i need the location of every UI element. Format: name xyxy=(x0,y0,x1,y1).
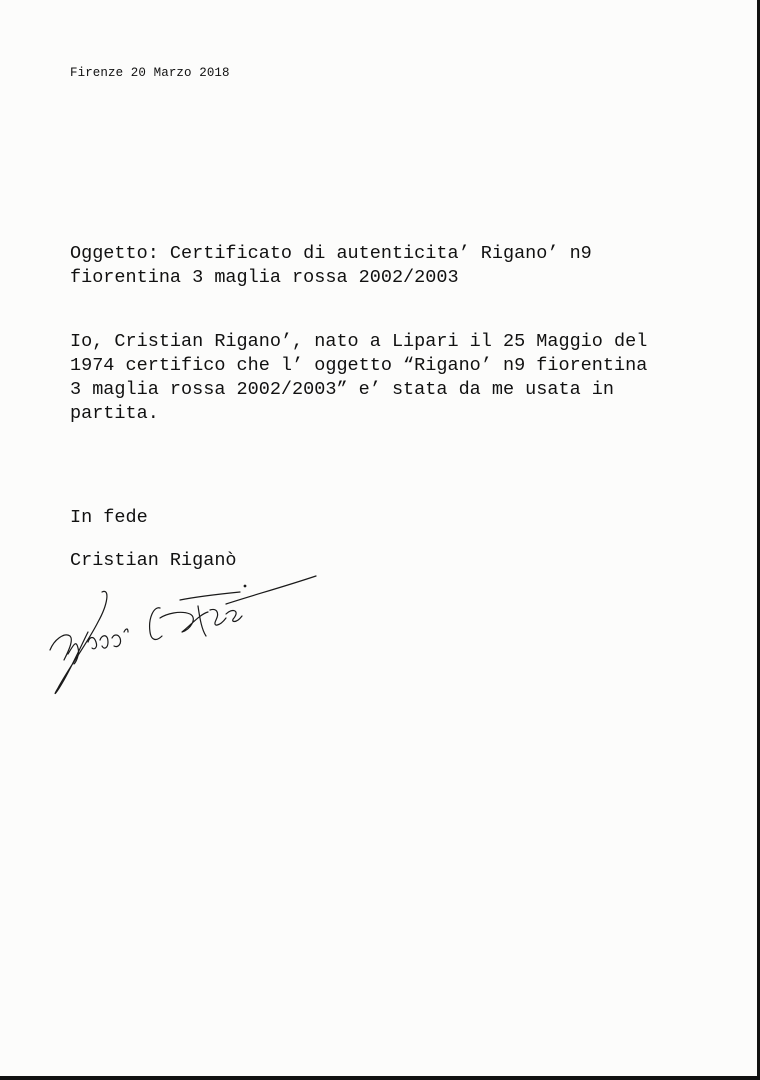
scan-edge-bottom xyxy=(0,1076,760,1080)
signatory-name: Cristian Riganò xyxy=(70,550,237,571)
closing-line: In fede xyxy=(70,507,148,528)
subject-line: Oggetto: Certificato di autenticita’ Rigano’ n9 fiorentina 3 maglia rossa 2002/2003 xyxy=(70,243,592,288)
handwritten-signature xyxy=(30,570,330,710)
date-line: Firenze 20 Marzo 2018 xyxy=(70,66,230,80)
certificate-body: Io, Cristian Rigano’, nato a Lipari il 25 Maggio del 1974 certifico che l’ oggetto “Rigano’ n9 fiorentina 3 maglia rossa 2002/2003” e’ stata da me usata in partita. xyxy=(70,331,648,424)
